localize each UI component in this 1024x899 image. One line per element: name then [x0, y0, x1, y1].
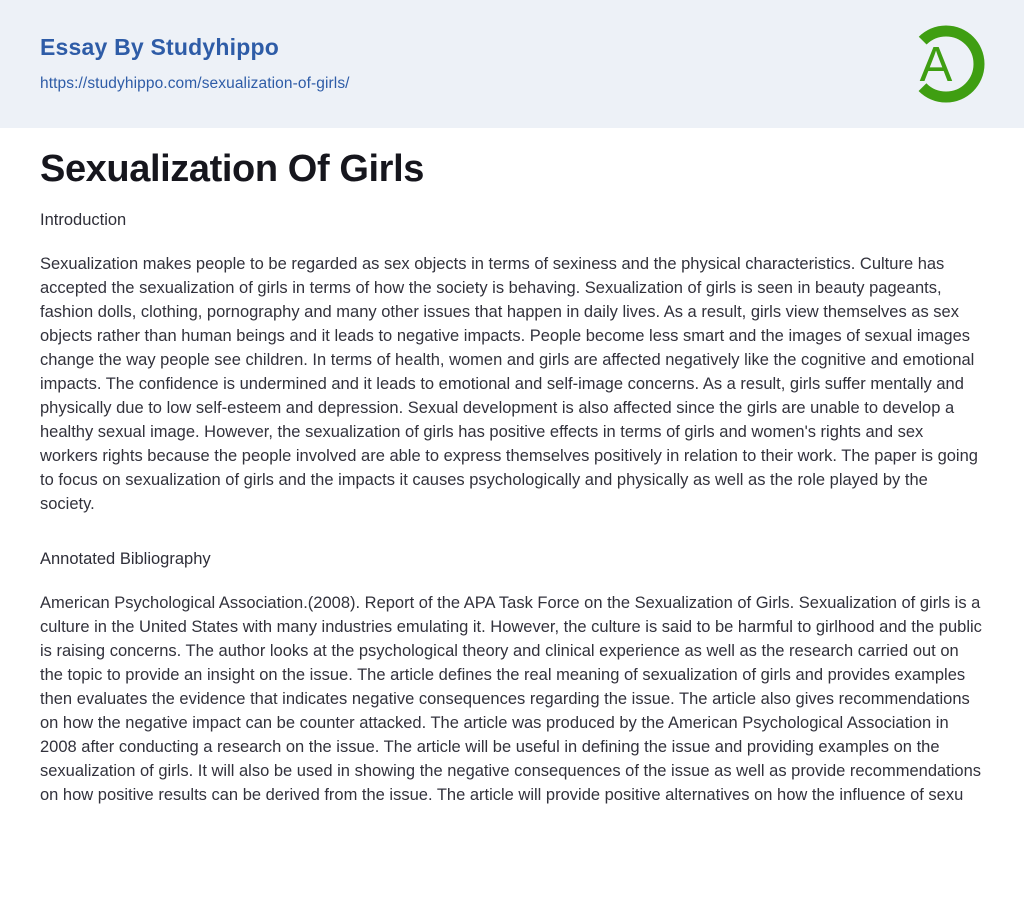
logo-letter: A [919, 38, 953, 92]
introduction-paragraph: Sexualization makes people to be regarded as sex objects in terms of sexiness and the physical characteristics. Culture has accepted the sexualization of girls in terms of how the society is behaving. Sexualization of girls is seen in beauty pageants, fashion dolls, clothing, pornography and many other issues that happen in daily lives. As a result, girls view themselves as sex objects rather than human beings and it leads to negative impacts. People become less smart and the images of sexual images change the way people see children. In terms of health, women and girls are affected negatively like the cognitive and emotional impacts. The confidence is undermined and it leads to emotional and self-image concerns. As a result, girls suffer mentally and physically due to low self-esteem and depression. Sexual development is also affected since the girls are unable to develop a healthy sexual image. However, the sexualization of girls has positive effects in terms of girls and women's rights and sex workers rights because the people involved are able to express themselves positively in relation to their work. The paper is going to focus on sexualization of girls and the impacts it causes psychologically and physically as well as the role played by the society. [40, 254, 978, 513]
bibliography-paragraph: American Psychological Association.(2008). Report of the APA Task Force on the Sexualization of Girls. Sexualization of girls is a culture in the United States with many industries emulating it. However, the culture is said to be harmful to girlhood and the public is raising concerns. The author looks at the psychological theory and clinical experience as well as the research carried out on the topic to provide an insight on the issue. The article defines the real meaning of sexualization of girls and provides examples then evaluates the evidence that indicates negative consequences regarding the issue. The article also gives recommendations on how the negative impact can be counter attacked. The article was produced by the American Psychological Association in 2008 after conducting a research on the issue. The article will be useful in defining the issue and providing examples on the sexualization of girls. It will also be used in showing the negative consequences of the issue as well as provide recommendations on how positive results can be derived from the issue. The article will provide positive alternatives on how the influence of sexu [40, 593, 982, 804]
essay-title: Sexualization Of Girls [40, 148, 424, 190]
source-url-link[interactable]: https://studyhippo.com/sexualization-of-girls/ [40, 75, 350, 93]
header-site-title: Essay By Studyhippo [40, 33, 279, 60]
header-text-block [40, 35, 350, 93]
page-header [0, 0, 1024, 128]
studyhippo-logo-icon [896, 18, 986, 110]
essay-content [0, 128, 1024, 807]
section-heading-annotated-bibliography: Annotated Bibliography [40, 549, 211, 568]
section-heading-introduction: Introduction [40, 210, 127, 229]
